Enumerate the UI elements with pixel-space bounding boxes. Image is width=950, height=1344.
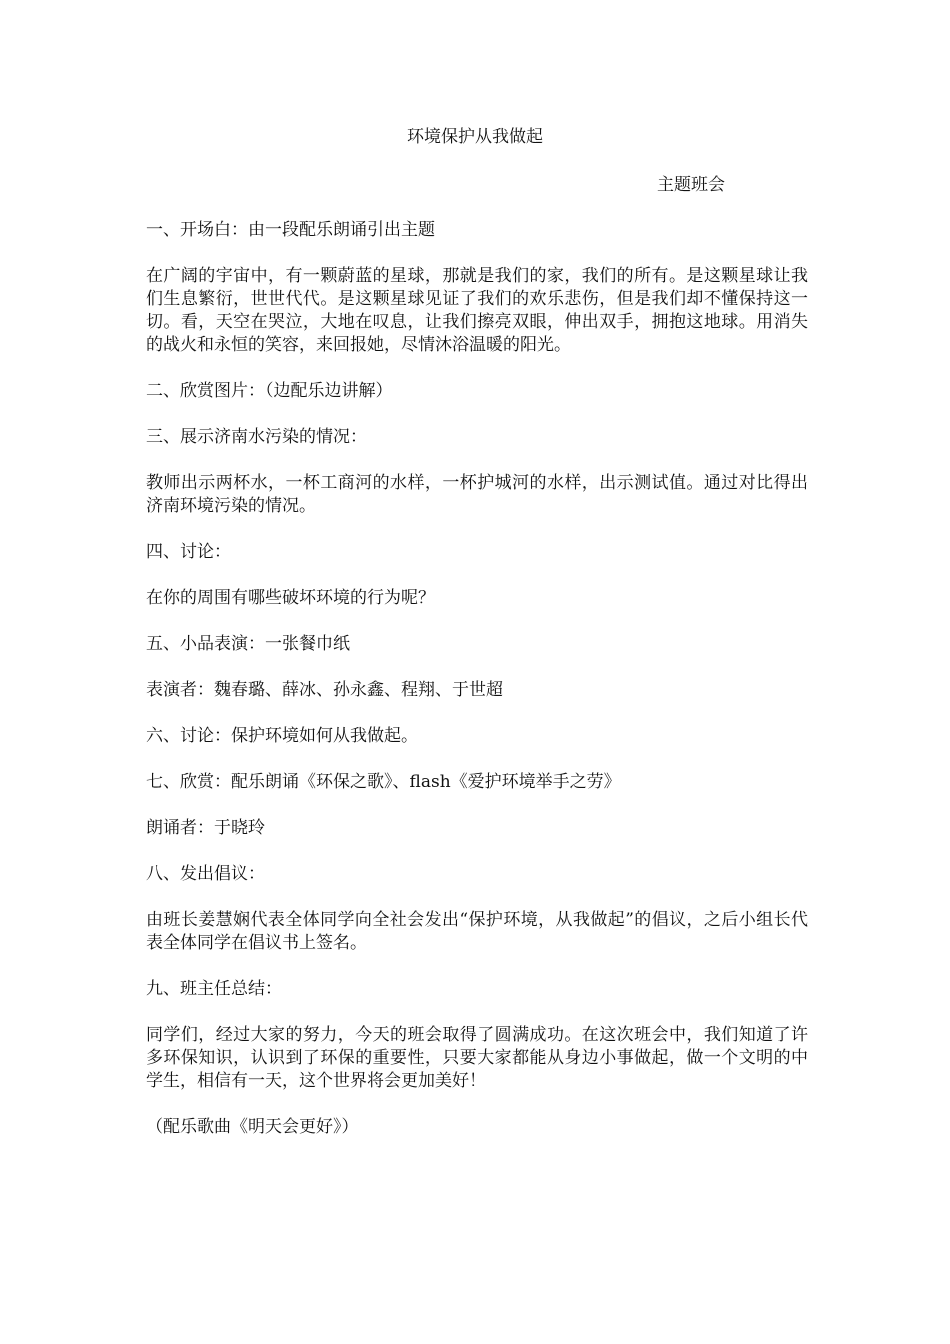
reciter-name: 朗诵者：于晓玲 xyxy=(146,818,265,838)
section-skit-heading: 五、小品表演：一张餐巾纸 xyxy=(146,634,350,654)
closing-song: （配乐歌曲《明天会更好》） xyxy=(146,1117,359,1137)
discussion-question: 在你的周围有哪些破坏环境的行为呢？ xyxy=(146,588,435,608)
section-discussion-heading: 四、讨论： xyxy=(146,542,231,562)
skit-performers: 表演者：魏春璐、薛冰、孙永鑫、程翔、于世超 xyxy=(146,680,503,700)
section-water-pollution-heading: 三、展示济南水污染的情况： xyxy=(146,427,367,447)
section-opening-heading: 一、开场白：由一段配乐朗诵引出主题 xyxy=(146,220,435,240)
section-appreciation-heading: 七、欣赏：配乐朗诵《环保之歌》、flash《爱护环境举手之劳》 xyxy=(146,772,621,792)
section-discussion-2-heading: 六、讨论：保护环境如何从我做起。 xyxy=(146,726,418,746)
section-pictures-heading: 二、欣赏图片：（边配乐边讲解） xyxy=(146,381,393,401)
document-body xyxy=(146,219,808,1162)
document-title: 环境保护从我做起 xyxy=(407,127,543,147)
section-proposal-heading: 八、发出倡议： xyxy=(146,864,265,884)
section-summary-heading: 九、班主任总结： xyxy=(146,979,282,999)
summary-text: 同学们，经过大家的努力，今天的班会取得了圆满成功。在这次班会中，我们知道了许多环保知识，认识到了环保的重要性，只要大家都能从身边小事做起，做一个文明的中学生，相信有一天，这个世界将会更加美好！ xyxy=(146,1025,808,1091)
proposal-text: 由班长姜慧娴代表全体同学向全社会发出“保护环境，从我做起”的倡议，之后小组长代表全体同学在倡议书上签名。 xyxy=(146,910,808,953)
water-pollution-text: 教师出示两杯水，一杯工商河的水样，一杯护城河的水样，出示测试值。通过对比得出济南环境污染的情况。 xyxy=(146,473,808,516)
opening-recitation-text: 在广阔的宇宙中，有一颗蔚蓝的星球，那就是我们的家，我们的所有。是这颗星球让我们生息繁衍，世世代代。是这颗星球见证了我们的欢乐悲伤，但是我们却不懂保持这一切。看，天空在哭泣，大地在叹息，让我们擦亮双眼，伸出双手，拥抱这地球。用消失的战火和永恒的笑容，来回报她，尽情沐浴温暖的阳光。 xyxy=(146,266,808,355)
document-subtitle: 主题班会 xyxy=(657,175,725,195)
